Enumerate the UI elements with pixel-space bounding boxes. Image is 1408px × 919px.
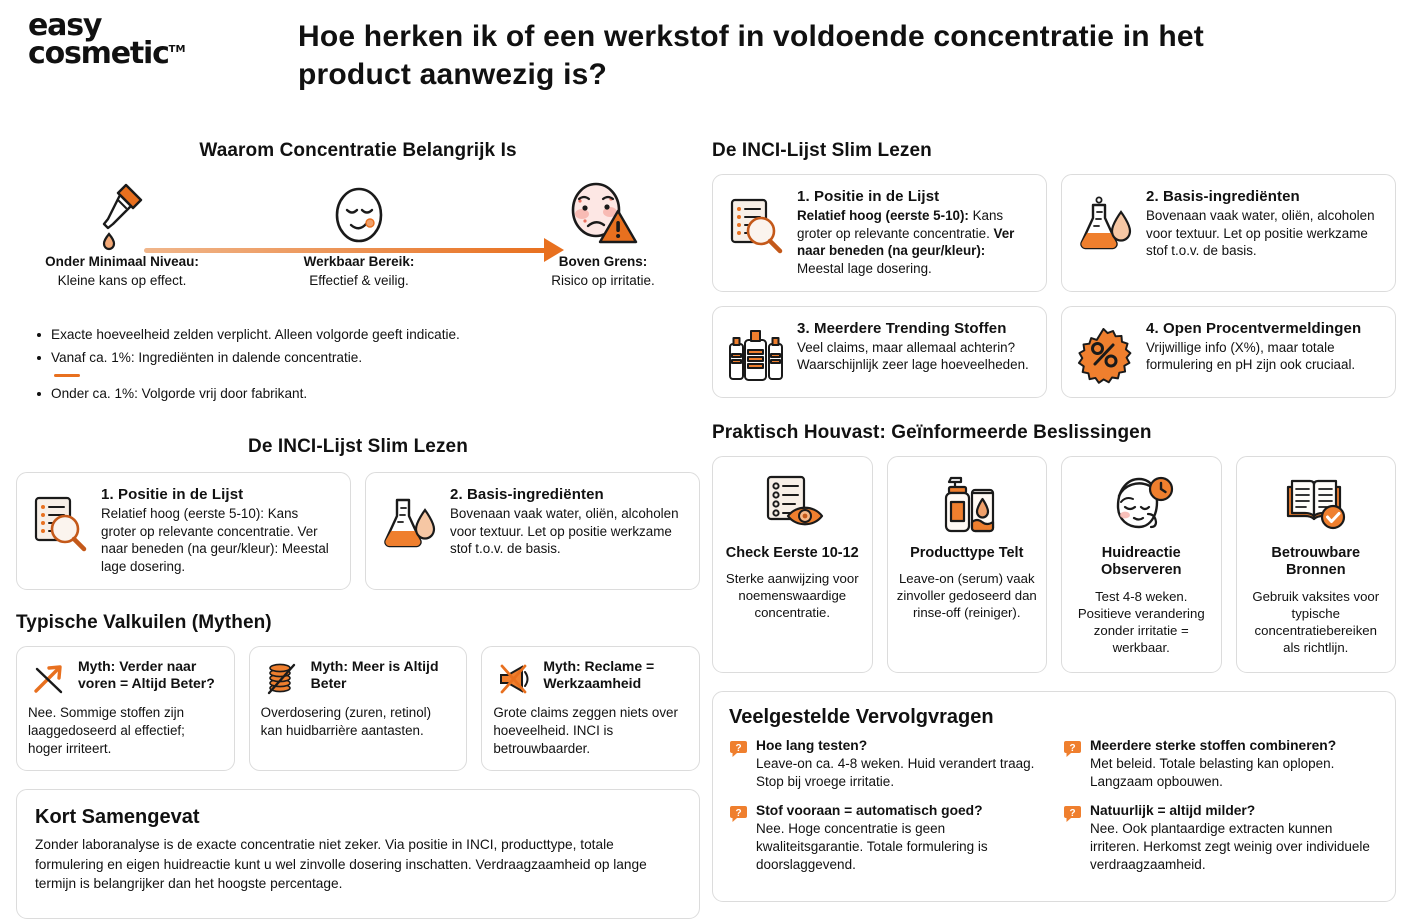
card-title: Check Eerste 10-12 (725, 544, 859, 561)
faq-item (1063, 737, 1379, 791)
svg-text:?: ? (1069, 743, 1076, 755)
faq-item (729, 737, 1045, 791)
card-text: Nee. Sommige stoffen zijn laaggedoseerd al effectief; hoger irriteert. (28, 704, 185, 756)
card-text-rest-2: Meestal lage dosering. (797, 261, 932, 277)
pump-bottle-tube-icon (896, 471, 1039, 537)
section-title-myths: Typische Valkuilen (Mythen) (16, 611, 272, 633)
card-text-rest-1: Kans groter op relevante concentratie. (797, 208, 1004, 241)
faq-question: Natuurlijk = altijd milder? (1090, 803, 1256, 819)
card-title: Myth: Verder naar voren = Altijd Beter? (78, 657, 215, 691)
logo-line-2: cosmetic™ (28, 35, 186, 71)
card-title: Producttype Telt (910, 544, 1024, 561)
megaphone-crossed-icon (493, 658, 535, 698)
card-title: 2. Basis-ingrediënten (1146, 188, 1300, 205)
faq-answer: Nee. Ook plantaardige extracten kunnen irriteren. Herkomst zegt weinig over individuele verdraagzaamheid. (1090, 821, 1370, 872)
spectrum-label: Onder Minimaal Niveau: (45, 254, 199, 269)
open-book-check-icon (1245, 471, 1388, 537)
card-title: 2. Basis-ingrediënten (450, 486, 604, 504)
card-text: Grote claims zeggen niets over hoeveelheid. INCI is betrouwbaarder. (493, 704, 678, 756)
faq-card (712, 691, 1396, 902)
spectrum-node-above-limit (503, 176, 703, 289)
card-title: Huidreactie Observeren (1100, 544, 1182, 579)
coins-crossed-icon (261, 658, 303, 698)
spectrum-label: Boven Grens: (558, 254, 648, 269)
right-column (712, 140, 1396, 902)
faq-question: Hoe lang testen? (756, 738, 868, 754)
faq-column-right (1063, 737, 1379, 885)
faq-item (1063, 802, 1379, 874)
card-text-bold-1: Relatief hoog (eerste 5-10): (797, 208, 969, 223)
inci-card-base-ingredients (1061, 174, 1396, 292)
faq-answer: Met beleid. Totale belasting kan oplopen. Langzaam opbouwen. (1090, 756, 1335, 790)
inci-card-base-ingredients (365, 472, 700, 590)
flask-droplet-icon (378, 486, 440, 552)
practical-card-reliable-sources (1236, 456, 1397, 673)
list-item: Vanaf ca. 1%: Ingrediënten in dalende concentratie. (34, 348, 700, 368)
practical-card-skin-reaction (1061, 456, 1222, 673)
svg-text:?: ? (735, 743, 742, 755)
divider (54, 374, 80, 377)
inci-card-position (712, 174, 1047, 292)
inci-cards-left (16, 472, 700, 590)
card-title: 1. Positie in de Lijst (797, 188, 940, 205)
card-title: 4. Open Procentvermeldingen (1146, 319, 1362, 337)
practical-card-product-type (887, 456, 1048, 673)
myth-card-more-is-better (249, 646, 468, 771)
card-text (797, 207, 1032, 278)
myth-card-earlier-is-better (16, 646, 235, 771)
spectrum-node-working-range (259, 176, 459, 289)
summary-card (16, 789, 700, 918)
bottles-icon (725, 320, 787, 384)
card-text: Relatief hoog (eerste 5-10): Kans groter op relevante concentratie. Ver naar beneden (na geur/kleur): Meestal lage dosering. (101, 506, 329, 575)
logo-line-1: easy (28, 8, 102, 43)
faq-question: Stof vooraan = automatisch goed? (756, 803, 983, 819)
svg-text:?: ? (1069, 808, 1076, 820)
faq-item (729, 802, 1045, 874)
card-text: Bovenaan vaak water, oliën, alcoholen voor textuur. Let op positie werkzame stof t.o.v. de basis. (1146, 208, 1375, 259)
card-title: Myth: Meer is Altijd Beter (310, 657, 439, 691)
card-text: Gebruik vaksites voor typische concentratiebereiken als richtlijn. (1252, 588, 1380, 655)
list-magnifier-icon (29, 486, 91, 552)
card-text: Overdosering (zuren, retinol) kan huidbarrière aantasten. (260, 704, 432, 738)
card-text: Test 4-8 weken. Positieve verandering zonder irritatie = werkbaar. (1077, 588, 1205, 655)
inci-card-position (16, 472, 351, 590)
faq-answer: Leave-on ca. 4-8 weken. Huid verandert traag. Stop bij vroege irritatie. (756, 756, 1035, 790)
card-title: 1. Positie in de Lijst (101, 486, 244, 504)
question-bubble-icon (1063, 804, 1082, 874)
faq-column-left (729, 737, 1045, 885)
face-clock-icon (1070, 471, 1213, 537)
list-magnifier-icon (725, 188, 787, 254)
myth-card-ads-equal-efficacy (481, 646, 700, 771)
page-header (0, 0, 1408, 112)
key-facts-list (34, 325, 700, 404)
brand-logo (28, 8, 208, 71)
section-title-inci-right: De INCI-Lijst Slim Lezen (712, 140, 932, 161)
section-title-why-concentration: Waarom Concentratie Belangrijk Is (199, 140, 517, 161)
spectrum-label: Werkbaar Bereik: (303, 254, 415, 269)
card-text: Veel claims, maar allemaal achterin? Waarschijnlijk zeer lage hoeveelheden. (797, 339, 1029, 373)
spectrum-sub: Kleine kans op effect. (57, 272, 187, 288)
inci-cards-right-row1 (712, 174, 1396, 292)
card-text: Sterke aanwijzing voor noemenswaardige concentratie. (725, 571, 859, 621)
myth-cards (16, 646, 700, 771)
irritated-face-warning-icon (503, 176, 703, 254)
faq-answer: Nee. Hoge concentratie is geen kwaliteitsgarantie. Totale formulering is doorslaggevend. (756, 821, 988, 872)
faq-title: Veelgestelde Vervolgvragen (729, 706, 994, 729)
question-bubble-icon (729, 739, 748, 791)
spectrum-sub: Risico op irritatie. (551, 272, 655, 288)
inci-card-open-percentages (1061, 306, 1396, 398)
page-title: Hoe herken ik of een werkstof in voldoende concentratie in het product aanwezig is? (298, 20, 1204, 92)
flask-droplet-icon (1074, 188, 1136, 254)
practical-card-check-first-10-12 (712, 456, 873, 673)
spectrum-node-under-minimum (22, 176, 222, 289)
card-text: Bovenaan vaak water, oliën, alcoholen voor textuur. Let op positie werkzame stof t.o.v. de basis. (450, 506, 679, 557)
summary-title: Kort Samengevat (35, 806, 200, 829)
faq-question: Meerdere sterke stoffen combineren? (1090, 738, 1337, 754)
percent-badge-icon (1074, 320, 1136, 384)
inci-cards-right-row2 (712, 306, 1396, 398)
card-title: 3. Meerdere Trending Stoffen (797, 319, 1007, 337)
left-column (16, 140, 700, 919)
card-text-bold-2: Ver naar beneden (na geur/kleur): (797, 225, 1015, 259)
summary-text: Zonder laboranalyse is de exacte concentratie niet zeker. Via positie in INCI, producttype, totale formulering en eigen huidreactie kunt u wel zinvolle dosering inschatten. Verdraagzaamheid op lange termijn is belangrijker dan het hoogste percentage. (35, 837, 647, 892)
list-item: Onder ca. 1%: Volgorde vrij door fabrikant. (34, 384, 700, 404)
svg-text:?: ? (735, 808, 742, 820)
question-bubble-icon (729, 804, 748, 874)
inci-card-trending-substances (712, 306, 1047, 398)
card-text: Vrijwillige info (X%), maar totale formulering en pH zijn ook cruciaal. (1146, 339, 1356, 373)
card-title: Betrouwbare Bronnen (1271, 544, 1361, 579)
checklist-eye-icon (721, 471, 864, 537)
section-title-practical: Praktisch Houvast: Geïnformeerde Beslissingen (712, 421, 1152, 443)
logo-trademark: TM (168, 43, 186, 55)
card-text: Leave-on (serum) vaak zinvoller gedoseerd dan rinse-off (reiniger). (896, 571, 1037, 621)
concentration-spectrum (16, 176, 700, 321)
list-item: Exacte hoeveelheid zelden verplicht. Alleen volgorde geeft indicatie. (34, 325, 700, 345)
section-title-inci-left: De INCI-Lijst Slim Lezen (248, 436, 468, 458)
card-title: Myth: Reclame = Werkzaamheid (543, 657, 655, 691)
neutral-face-icon (259, 176, 459, 254)
arrow-up-crossed-icon (28, 658, 70, 698)
dropper-icon (22, 176, 222, 254)
practical-cards (712, 456, 1396, 673)
question-bubble-icon (1063, 739, 1082, 791)
spectrum-sub: Effectief & veilig. (309, 272, 409, 288)
